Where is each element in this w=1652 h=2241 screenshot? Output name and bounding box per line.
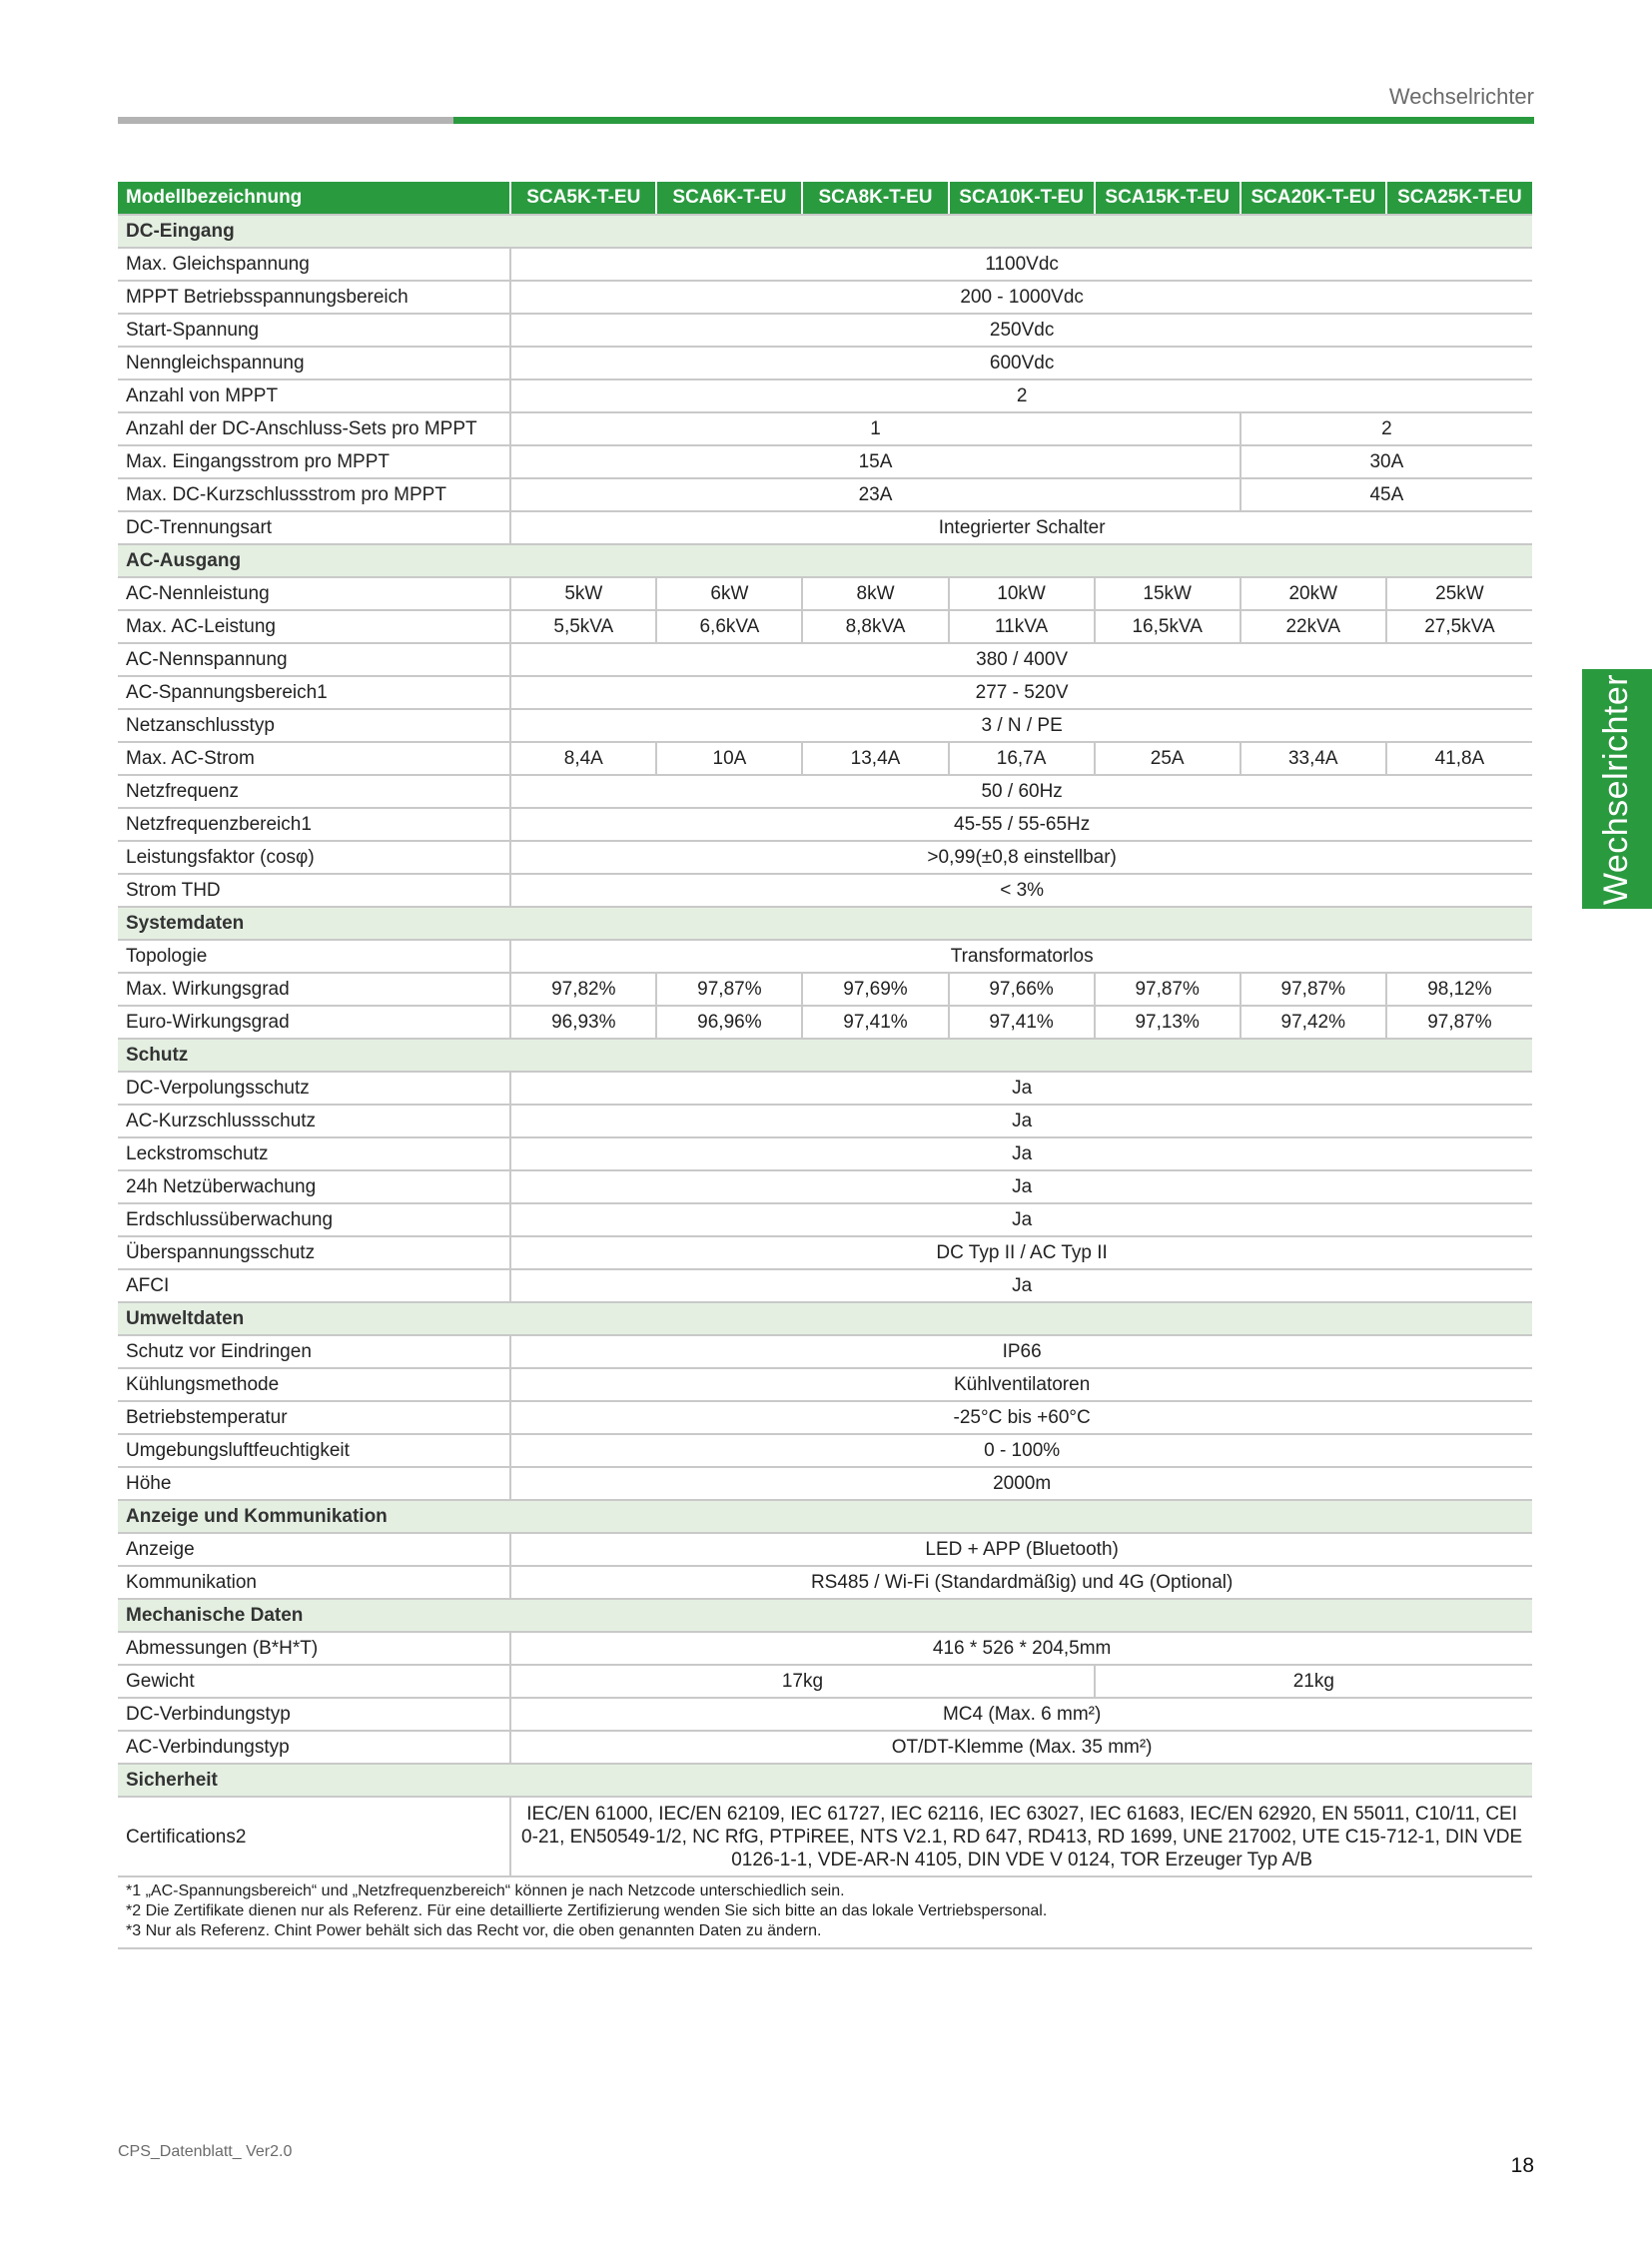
row-value: Ja [510, 1105, 1532, 1137]
table-row [118, 808, 1532, 841]
row-value: 8,4A [510, 742, 656, 775]
header-rule-gray [118, 117, 453, 124]
header-model-column: SCA20K-T-EU [1240, 182, 1386, 215]
row-label: 24h Netzüberwachung [118, 1170, 510, 1203]
row-label: Schutz vor Eindringen [118, 1335, 510, 1368]
table-row [118, 1203, 1532, 1236]
row-label: Höhe [118, 1467, 510, 1500]
row-label: Max. AC-Strom [118, 742, 510, 775]
table-row [118, 1797, 1532, 1876]
row-value: 41,8A [1386, 742, 1532, 775]
table-row [118, 1566, 1532, 1599]
row-value: Ja [510, 1170, 1532, 1203]
header-model-column: SCA25K-T-EU [1386, 182, 1532, 215]
row-label: AC-Spannungsbereich1 [118, 676, 510, 709]
table-row [118, 1731, 1532, 1764]
row-label: Max. Gleichspannung [118, 248, 510, 281]
row-label: DC-Verpolungsschutz [118, 1072, 510, 1105]
table-row [118, 775, 1532, 808]
row-label: Überspannungsschutz [118, 1236, 510, 1269]
row-value: 10A [656, 742, 802, 775]
table-row [118, 1137, 1532, 1170]
table-row [118, 1170, 1532, 1203]
row-value: 22kVA [1240, 610, 1386, 643]
table-row [118, 445, 1532, 478]
row-value: IEC/EN 61000, IEC/EN 62109, IEC 61727, IEC 62116, IEC 63027, IEC 61683, IEC/EN 62920, EN 55011, C10/11, CEI 0-21, EN50549-1/2, NC RfG, PTPiREE, NTS V2.1, RD 647, RD413, RD 1699, UNE 217002, UTE C15-712-1, DIN VDE 0126-1-1, VDE-AR-N 4105, DIN VDE V 0124, TOR Erzeuger Typ A/B [510, 1797, 1532, 1876]
row-label: AC-Kurzschlussschutz [118, 1105, 510, 1137]
header-model-column: SCA6K-T-EU [656, 182, 802, 215]
row-value: 97,87% [1386, 1006, 1532, 1039]
row-label: AFCI [118, 1269, 510, 1302]
row-value: 5kW [510, 577, 656, 610]
header-model-column: SCA5K-T-EU [510, 182, 656, 215]
row-value: IP66 [510, 1335, 1532, 1368]
table-row [118, 643, 1532, 676]
table-row [118, 1401, 1532, 1434]
row-value: 25A [1095, 742, 1240, 775]
row-label: Gewicht [118, 1665, 510, 1698]
table-row [118, 314, 1532, 347]
row-value: Ja [510, 1203, 1532, 1236]
row-value: < 3% [510, 874, 1532, 907]
row-value: 97,41% [949, 1006, 1095, 1039]
row-value: 96,93% [510, 1006, 656, 1039]
row-value: 96,96% [656, 1006, 802, 1039]
row-value: 0 - 100% [510, 1434, 1532, 1467]
row-value: 97,41% [802, 1006, 948, 1039]
section-header-row [118, 1764, 1532, 1797]
row-value: 97,87% [1240, 973, 1386, 1006]
section-header-row [118, 907, 1532, 940]
spec-table-header-row [118, 182, 1532, 215]
table-row [118, 709, 1532, 742]
table-row [118, 577, 1532, 610]
row-label: Abmessungen (B*H*T) [118, 1632, 510, 1665]
footnote: *1 „AC-Spannungsbereich“ und „Netzfrequenzbereich“ können je nach Netzcode unterschiedlich sein. [126, 1882, 845, 1899]
row-label: AC-Nennspannung [118, 643, 510, 676]
row-label: Netzfrequenz [118, 775, 510, 808]
row-value: Transformatorlos [510, 940, 1532, 973]
row-value: Ja [510, 1137, 1532, 1170]
section-header-row [118, 1302, 1532, 1335]
row-label: Leistungsfaktor (cosφ) [118, 841, 510, 874]
row-label: Topologie [118, 940, 510, 973]
row-label: Certifications2 [118, 1797, 510, 1876]
section-title: Schutz [118, 1039, 1532, 1072]
table-row [118, 248, 1532, 281]
row-label: Strom THD [118, 874, 510, 907]
row-label: Umgebungsluftfeuchtigkeit [118, 1434, 510, 1467]
page-number: 18 [1510, 2154, 1534, 2177]
row-value: 5,5kVA [510, 610, 656, 643]
table-row [118, 1236, 1532, 1269]
row-value: 20kW [1240, 577, 1386, 610]
row-label: Kühlungsmethode [118, 1368, 510, 1401]
row-value: 15kW [1095, 577, 1240, 610]
row-value: 97,42% [1240, 1006, 1386, 1039]
row-value: 8,8kVA [802, 610, 948, 643]
table-row [118, 973, 1532, 1006]
section-header-row [118, 215, 1532, 248]
row-value: Ja [510, 1269, 1532, 1302]
row-label: Kommunikation [118, 1566, 510, 1599]
row-value: 2 [1240, 412, 1532, 445]
section-title: Anzeige und Kommunikation [118, 1500, 1532, 1533]
row-label: MPPT Betriebsspannungsbereich [118, 281, 510, 314]
row-value: 3 / N / PE [510, 709, 1532, 742]
row-value: 380 / 400V [510, 643, 1532, 676]
table-row [118, 1335, 1532, 1368]
row-value: 600Vdc [510, 347, 1532, 379]
row-value: 21kg [1095, 1665, 1532, 1698]
row-value: 6kW [656, 577, 802, 610]
row-value: 16,7A [949, 742, 1095, 775]
row-value: 200 - 1000Vdc [510, 281, 1532, 314]
row-value: 45-55 / 55-65Hz [510, 808, 1532, 841]
table-row [118, 412, 1532, 445]
section-header-row [118, 544, 1532, 577]
row-value: Integrierter Schalter [510, 511, 1532, 544]
row-label: Max. AC-Leistung [118, 610, 510, 643]
section-header-row [118, 1599, 1532, 1632]
row-label: Max. Wirkungsgrad [118, 973, 510, 1006]
header-model-column: SCA10K-T-EU [949, 182, 1095, 215]
row-label: AC-Nennleistung [118, 577, 510, 610]
row-label: Start-Spannung [118, 314, 510, 347]
row-label: Leckstromschutz [118, 1137, 510, 1170]
row-value: 416 * 526 * 204,5mm [510, 1632, 1532, 1665]
row-label: DC-Trennungsart [118, 511, 510, 544]
table-row [118, 1434, 1532, 1467]
row-value: 97,82% [510, 973, 656, 1006]
row-value: 250Vdc [510, 314, 1532, 347]
section-title: Mechanische Daten [118, 1599, 1532, 1632]
page-section-title: Wechselrichter [1388, 84, 1534, 109]
row-label: Max. DC-Kurzschlussstrom pro MPPT [118, 478, 510, 511]
table-row [118, 1632, 1532, 1665]
row-value: >0,99(±0,8 einstellbar) [510, 841, 1532, 874]
table-row [118, 1269, 1532, 1302]
row-value: 33,4A [1240, 742, 1386, 775]
row-value: 1100Vdc [510, 248, 1532, 281]
row-label: Nenngleichspannung [118, 347, 510, 379]
row-value: 2 [510, 379, 1532, 412]
table-row [118, 1533, 1532, 1566]
footnote: *2 Die Zertifikate dienen nur als Referenz. Für eine detaillierte Zertifizierung wenden Sie sich bitte an das lokale Vertriebspersonal. [126, 1902, 1048, 1919]
header-rule-green [453, 117, 1534, 124]
row-value: 277 - 520V [510, 676, 1532, 709]
footnotes [118, 1881, 1532, 1949]
table-row [118, 511, 1532, 544]
document-version: CPS_Datenblatt_ Ver2.0 [118, 2143, 293, 2160]
row-value: 97,69% [802, 973, 948, 1006]
table-row [118, 1698, 1532, 1731]
table-row [118, 1072, 1532, 1105]
row-value: OT/DT-Klemme (Max. 35 mm²) [510, 1731, 1532, 1764]
row-value: 97,13% [1095, 1006, 1240, 1039]
table-row [118, 478, 1532, 511]
header-model-label: Modellbezeichnung [118, 182, 510, 215]
table-row [118, 1665, 1532, 1698]
row-value: Ja [510, 1072, 1532, 1105]
row-label: Max. Eingangsstrom pro MPPT [118, 445, 510, 478]
footnote: *3 Nur als Referenz. Chint Power behält sich das Recht vor, die oben genannten Daten zu ändern. [126, 1922, 822, 1939]
section-header-row [118, 1039, 1532, 1072]
row-value: 11kVA [949, 610, 1095, 643]
row-value: Kühlventilatoren [510, 1368, 1532, 1401]
row-label: Erdschlussüberwachung [118, 1203, 510, 1236]
side-chapter-tab-label: Wechselrichter [1597, 673, 1636, 905]
row-value: 97,87% [1095, 973, 1240, 1006]
section-title: Systemdaten [118, 907, 1532, 940]
row-value: 25kW [1386, 577, 1532, 610]
table-row [118, 841, 1532, 874]
row-label: DC-Verbindungstyp [118, 1698, 510, 1731]
section-title: DC-Eingang [118, 215, 1532, 248]
row-value: 6,6kVA [656, 610, 802, 643]
table-row [118, 1467, 1532, 1500]
row-label: Anzahl der DC-Anschluss-Sets pro MPPT [118, 412, 510, 445]
table-row [118, 1006, 1532, 1039]
row-label: Betriebstemperatur [118, 1401, 510, 1434]
spec-table [118, 182, 1532, 1877]
row-value: -25°C bis +60°C [510, 1401, 1532, 1434]
row-label: Anzahl von MPPT [118, 379, 510, 412]
section-title: Sicherheit [118, 1764, 1532, 1797]
section-title: Umweltdaten [118, 1302, 1532, 1335]
table-row [118, 874, 1532, 907]
row-label: Anzeige [118, 1533, 510, 1566]
table-row [118, 1105, 1532, 1137]
row-value: 98,12% [1386, 973, 1532, 1006]
row-value: 97,87% [656, 973, 802, 1006]
row-value: 2000m [510, 1467, 1532, 1500]
row-value: 27,5kVA [1386, 610, 1532, 643]
row-value: 10kW [949, 577, 1095, 610]
row-value: 30A [1240, 445, 1532, 478]
header-model-column: SCA15K-T-EU [1095, 182, 1240, 215]
row-label: Euro-Wirkungsgrad [118, 1006, 510, 1039]
table-row [118, 281, 1532, 314]
side-chapter-tab [1582, 669, 1652, 909]
row-value: RS485 / Wi-Fi (Standardmäßig) und 4G (Optional) [510, 1566, 1532, 1599]
table-row [118, 379, 1532, 412]
row-label: AC-Verbindungstyp [118, 1731, 510, 1764]
row-value: 8kW [802, 577, 948, 610]
table-row [118, 610, 1532, 643]
table-row [118, 742, 1532, 775]
row-label: Netzfrequenzbereich1 [118, 808, 510, 841]
table-row [118, 676, 1532, 709]
row-value: 15A [510, 445, 1239, 478]
row-value: 45A [1240, 478, 1532, 511]
row-value: 16,5kVA [1095, 610, 1240, 643]
row-value: 1 [510, 412, 1239, 445]
row-value: 23A [510, 478, 1239, 511]
row-value: 50 / 60Hz [510, 775, 1532, 808]
spec-table-body [118, 215, 1532, 1876]
row-value: 97,66% [949, 973, 1095, 1006]
table-row [118, 347, 1532, 379]
row-value: 13,4A [802, 742, 948, 775]
row-value: MC4 (Max. 6 mm²) [510, 1698, 1532, 1731]
header-model-column: SCA8K-T-EU [802, 182, 948, 215]
section-title: AC-Ausgang [118, 544, 1532, 577]
row-label: Netzanschlusstyp [118, 709, 510, 742]
section-header-row [118, 1500, 1532, 1533]
row-value: DC Typ II / AC Typ II [510, 1236, 1532, 1269]
table-row [118, 940, 1532, 973]
table-row [118, 1368, 1532, 1401]
row-value: 17kg [510, 1665, 1094, 1698]
row-value: LED + APP (Bluetooth) [510, 1533, 1532, 1566]
